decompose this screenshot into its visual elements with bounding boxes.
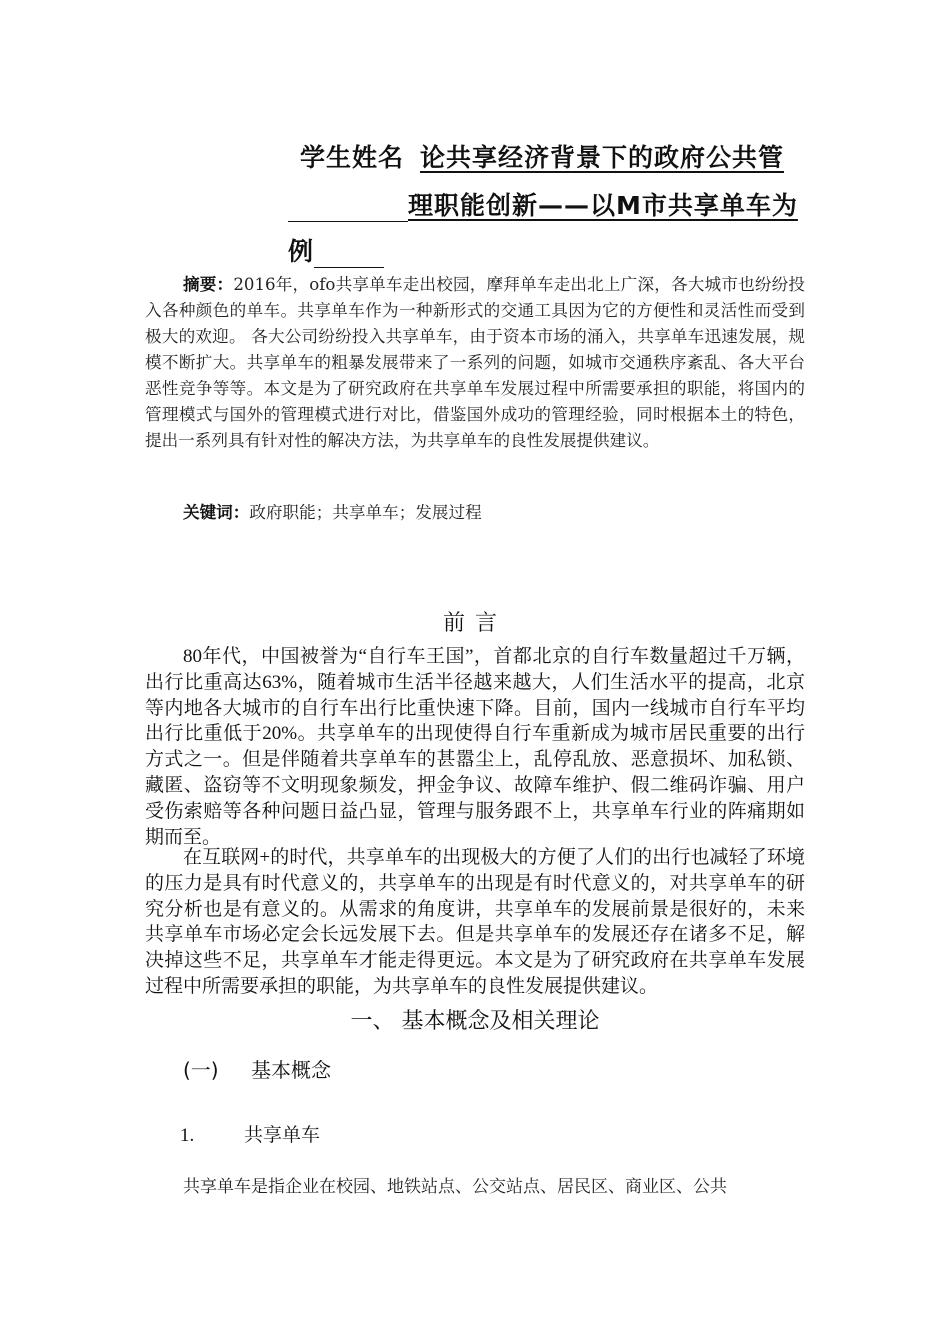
item-heading — [180, 1120, 320, 1147]
keywords-line — [183, 499, 482, 523]
thesis-title-part-1: 论共享经济背景下的政府公共管 — [420, 143, 785, 172]
abstract-text: 2016年，ofo共享单车走出校园，摩拜单车走出北上广深，各大城市也纷纷投入各种颜色的单车。共享单车作为一种新形式的交通工具因为它的方便性和灵活性而受到极大的欢迎。 各大公司纷纷投入共享单车，由于资本市场的涌入，共享单车迅速发展，规模不断扩大。共享单车的粗暴发展带来了一系列的问题，如城市交通秩序紊乱、各大平台恶性竞争等等。本文是为了研究政府在共享单车发展过程中所需要承担的职能，将国内的管理模式与国外的管理模式进行对比，借鉴国外成功的管理经验，同时根据本土的特色，提出一系列具有针对性的解决方法，为共享单车的良性发展提供建议。 — [145, 275, 806, 450]
title-underline-blank — [288, 197, 408, 222]
subsection-number: (一) — [183, 1058, 219, 1082]
thesis-title-part-2: 理职能创新——以M市共享单车为 — [408, 191, 798, 220]
keywords-label: 关键词： — [183, 503, 250, 522]
item-title: 共享单车 — [244, 1124, 321, 1146]
abstract-paragraph — [145, 272, 805, 454]
subsection-heading — [183, 1054, 331, 1083]
preface-heading: 前言 — [442, 611, 507, 636]
subsection-title: 基本概念 — [251, 1058, 331, 1082]
preface-paragraph-2: 在互联网+的时代，共享单车的出现极大的方便了人们的出行也减轻了环境的压力是具有时代意义的，共享单车的出现是有时代意义的，对共享单车的研究分析也是有意义的。从需求的角度讲，共享单车的发展前景是很好的，未来共享单车市场必定会长远发展下去。但是共享单车的发展还存在诸多不足，解决掉这些不足，共享单车才能走得更远。本文是为了研究政府在共享单车发展过程中所需要承担的职能，为共享单车的良性发展提供建议。 — [145, 847, 805, 997]
title-line-3 — [288, 232, 384, 268]
thesis-title-part-3: 例 — [288, 237, 315, 266]
preface-paragraph-1: 80年代，中国被誉为“自行车王国”，首都北京的自行车数量超过千万辆，出行比重高达63%，随着城市生活半径越来越大，人们生活水平的提高，北京等内地各大城市的自行车出行比重快速下降。目前，国内一线城市自行车平均出行比重低于20%。共享单车的出现使得自行车重新成为城市居民重要的出行方式之一。但是伴随着共享单车的甚嚣尘上，乱停乱放、恶意损坏、加私锁、藏匿、盗窃等不文明现象频发，押金争议、故障车维护、假二维码诈骗、用户受伤索赔等各种问题日益凸显，管理与服务跟不上，共享单车行业的阵痛期如期而至。 — [145, 646, 805, 848]
abstract-label: 摘要： — [183, 275, 234, 294]
title-underline-blank-end — [314, 243, 384, 268]
definition-paragraph: 共享单车是指企业在校园、地铁站点、公交站点、居民区、商业区、公共 — [183, 1177, 727, 1197]
section-heading: 一、 基本概念及相关理论 — [350, 1009, 600, 1034]
title-line-2 — [288, 186, 798, 222]
keywords-text: 政府职能；共享单车；发展过程 — [249, 503, 482, 522]
title-line-1 — [300, 138, 784, 174]
student-name-label: 学生姓名 — [300, 143, 405, 172]
item-number: 1. — [180, 1125, 195, 1146]
